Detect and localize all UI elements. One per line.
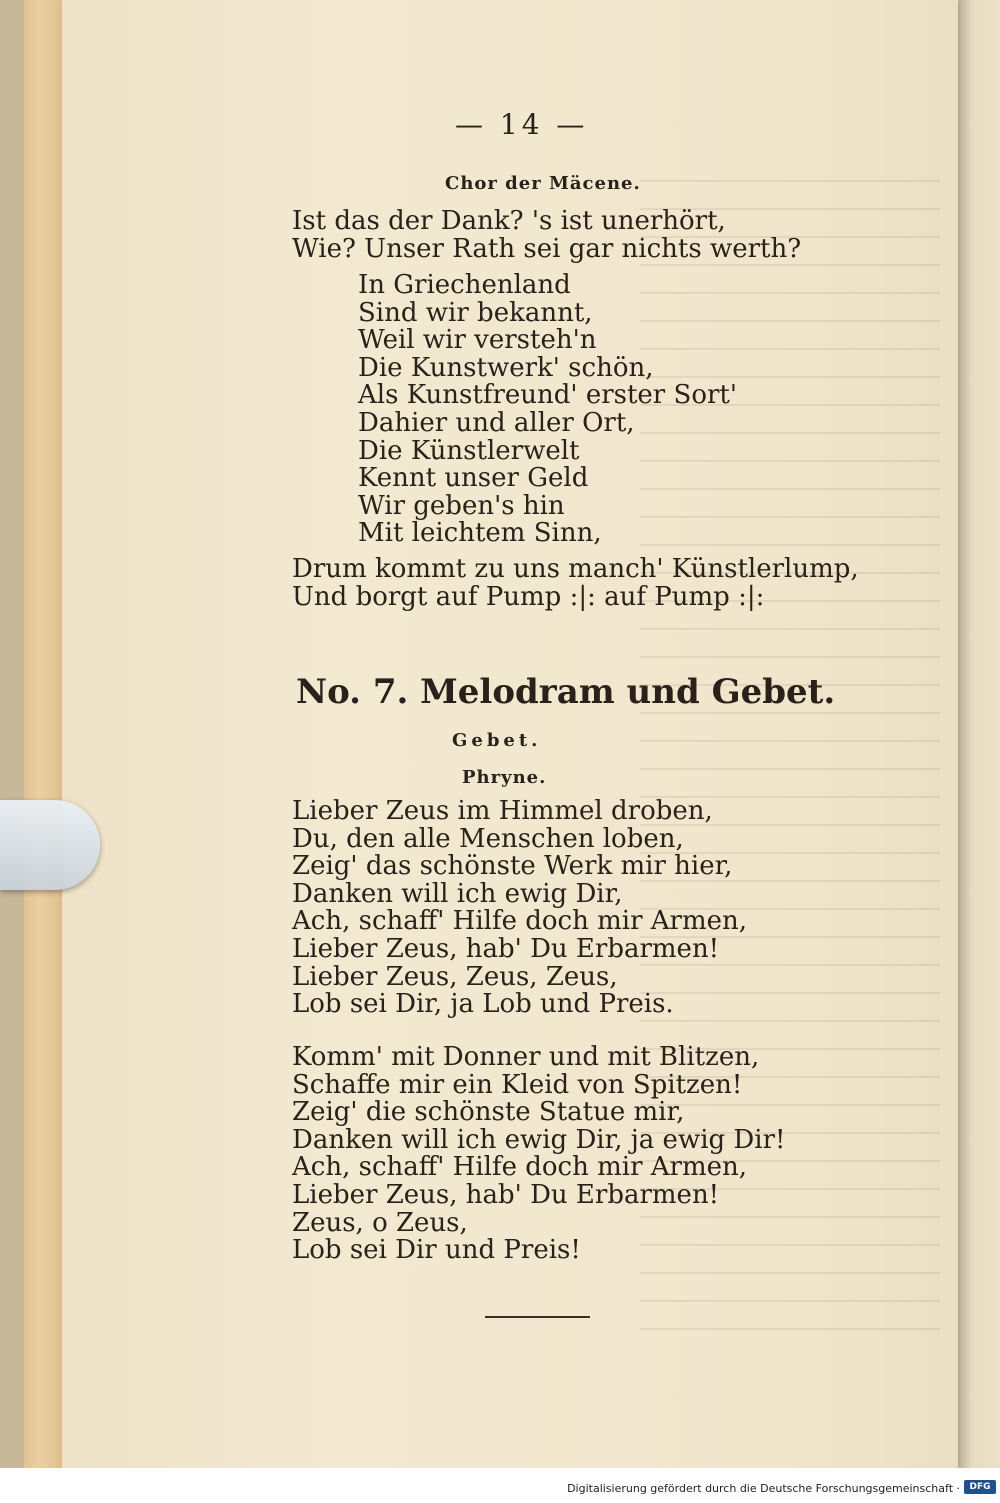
verse-line: Und borgt auf Pump :|: auf Pump :|:: [292, 581, 765, 612]
verse-line: Lob sei Dir und Preis!: [292, 1235, 581, 1266]
book-spine: [24, 0, 64, 1470]
end-rule: [485, 1316, 590, 1318]
footer-credit: Digitalisierung gefördert durch die Deutsche Forschungsgemeinschaft ·: [567, 1482, 960, 1495]
verse-line: Als Kunstfreund' erster Sort': [358, 380, 737, 411]
verse-line: Lieber Zeus, hab' Du Erbarmen!: [292, 1179, 720, 1210]
verse-line: Ach, schaff' Hilfe doch mir Armen,: [292, 906, 748, 937]
verse-line: Komm' mit Donner und mit Blitzen,: [292, 1042, 760, 1072]
chorus-heading: Chor der Mäcene.: [445, 173, 641, 194]
verse-line: Wir geben's hin: [358, 490, 565, 521]
verse-line: In Griechenland: [358, 270, 571, 300]
verse-line: Schaffe mir ein Kleid von Spitzen!: [292, 1069, 743, 1100]
verse-line: Kennt unser Geld: [358, 463, 589, 494]
verse-line: Mit leichtem Sinn,: [358, 518, 602, 549]
next-page-edge: [960, 0, 1000, 1468]
gebet-heading: Gebet.: [452, 730, 542, 751]
verse-line: Wie? Unser Rath sei gar nichts werth?: [292, 233, 802, 264]
verse-line: Zeus, o Zeus,: [292, 1207, 468, 1238]
verse-line: Die Kunstwerk' schön,: [358, 352, 654, 383]
chorus-block-c: [292, 556, 859, 611]
verse-line: Du, den alle Menschen loben,: [292, 823, 684, 854]
verse-line: Ist das der Dank? 's ist unerhört,: [292, 206, 726, 236]
verse-line: Die Künstlerwelt: [358, 435, 580, 466]
verse-line: Drum kommt zu uns manch' Künstlerlump,: [292, 554, 859, 584]
verse-line: Dahier und aller Ort,: [358, 407, 635, 438]
page-clip: [0, 800, 100, 890]
phryne-heading: Phryne.: [462, 767, 547, 788]
section-title: No. 7. Melodram und Gebet.: [296, 672, 836, 712]
verse-line: Lob sei Dir, ja Lob und Preis.: [292, 989, 674, 1020]
verse-line: Danken will ich ewig Dir, ja ewig Dir!: [292, 1124, 786, 1155]
verse-line: Lieber Zeus im Himmel droben,: [292, 796, 713, 826]
dfg-logo[interactable]: DFG: [964, 1480, 996, 1494]
verse-line: Lieber Zeus, hab' Du Erbarmen!: [292, 933, 720, 964]
verse-line: Weil wir versteh'n: [358, 325, 597, 356]
chorus-block-a: [292, 208, 801, 263]
stanza-2: [292, 1044, 785, 1265]
verse-line: Zeig' die schönste Statue mir,: [292, 1097, 685, 1128]
verse-line: Zeig' das schönste Werk mir hier,: [292, 851, 733, 882]
verse-line: Sind wir bekannt,: [358, 297, 593, 328]
stanza-1: [292, 798, 747, 1019]
verse-line: Danken will ich ewig Dir,: [292, 878, 623, 909]
scan-background: [0, 0, 24, 1503]
verse-line: Ach, schaff' Hilfe doch mir Armen,: [292, 1152, 748, 1183]
chorus-block-b: [358, 272, 737, 548]
verse-line: Lieber Zeus, Zeus, Zeus,: [292, 961, 618, 992]
page-number: — 14 —: [455, 108, 589, 141]
